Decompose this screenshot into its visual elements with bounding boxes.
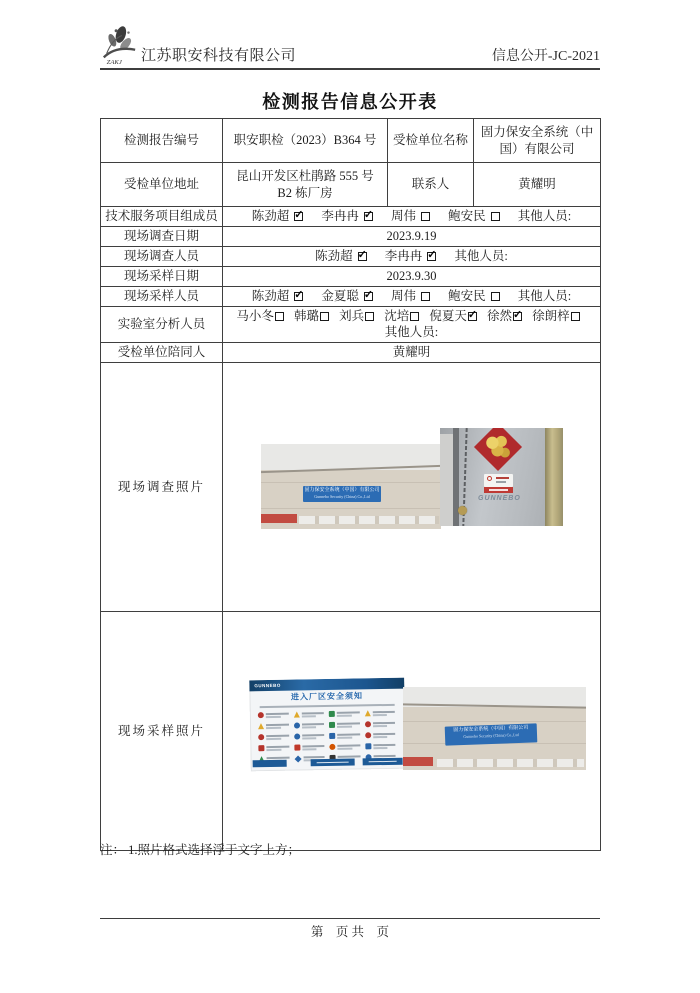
no-smoking-sign <box>484 474 513 487</box>
safety-icon <box>258 712 289 720</box>
survey-photo-area <box>225 364 598 610</box>
facade-company-sign <box>445 724 538 746</box>
report-no-value: 职安职检（2023）B364 号 <box>223 119 388 163</box>
door-side-panel <box>440 434 453 526</box>
survey-date-value: 2023.9.19 <box>223 227 601 247</box>
door-knob <box>458 506 467 515</box>
row-survey-photos <box>101 363 601 612</box>
red-banner <box>403 757 433 766</box>
safety-icon <box>364 710 395 718</box>
checkbox <box>468 312 477 321</box>
survey-photo-door <box>440 428 563 526</box>
sampling-date-value: 2023.9.30 <box>223 266 601 286</box>
checkbox <box>320 312 329 321</box>
checkbox <box>491 212 500 221</box>
safety-icon <box>258 734 289 742</box>
brand <box>100 24 296 66</box>
newyear-diamond-decoration <box>474 428 522 471</box>
member: 沈培 <box>384 309 419 323</box>
report-table <box>100 118 601 851</box>
checkbox <box>427 252 436 261</box>
addr-line2: B2 栋厂房 <box>277 185 333 200</box>
sign-text-line <box>496 477 509 479</box>
checkbox <box>571 312 580 321</box>
member: 陈劲超 ✓ <box>315 249 367 263</box>
member: 金夏聪 ✓ <box>321 289 373 303</box>
other-label: 其他人员: <box>454 248 508 263</box>
member: 鲍安民 <box>448 289 500 303</box>
wall-seam <box>403 721 586 722</box>
row-report-no <box>101 119 601 163</box>
lab-staff-members <box>223 306 601 343</box>
row-survey-staff <box>101 246 601 266</box>
gunnebo-logo-text: GUNNEBO <box>478 495 521 503</box>
checkbox <box>365 312 374 321</box>
member: 周伟 <box>391 209 430 223</box>
addr-line1: 昆山开发区杜鹃路 555 号 <box>236 168 374 183</box>
logo-zakj-text: ZAKJ <box>106 58 122 66</box>
checkbox <box>421 212 430 221</box>
checkbox <box>421 292 430 301</box>
company-logo <box>100 24 138 66</box>
checkbox <box>491 292 500 301</box>
page-footer <box>100 918 600 940</box>
facade-company-sign <box>303 486 381 502</box>
doc-number: 信息公开-JC-2021 <box>491 49 600 64</box>
row-sampling-staff <box>101 286 601 306</box>
sampling-staff-label: 现场采样人员 <box>101 286 223 306</box>
survey-staff-members <box>223 246 601 266</box>
checkbox <box>294 292 303 301</box>
safety-icon <box>294 744 325 752</box>
sampling-photo-safety-board <box>249 678 406 772</box>
checkbox <box>513 312 522 321</box>
member: 徐然✓ <box>487 309 522 323</box>
member: 徐朗梓 <box>532 309 580 323</box>
sign-line1: 固力保安全系统（中国）有限公司 <box>304 488 380 494</box>
tech-team-label: 技术服务项目组成员 <box>101 207 223 227</box>
survey-photo-facade <box>261 444 441 529</box>
page-number-text: 第 页 共 页 <box>310 925 390 939</box>
safety-icon <box>365 743 396 751</box>
no-smoking-red-bar <box>484 487 513 493</box>
page-title: 检测报告信息公开表 <box>262 92 438 112</box>
member: 周伟 <box>391 289 430 303</box>
safety-icon <box>258 723 289 731</box>
safety-icon <box>293 711 324 719</box>
checkbox <box>410 312 419 321</box>
survey-photo-cell <box>223 363 601 612</box>
safety-icon <box>258 745 289 753</box>
sampling-photo-facade <box>403 687 586 770</box>
sampling-date-label: 现场采样日期 <box>101 266 223 286</box>
safety-icon <box>329 722 360 730</box>
other-label: 其他人员: <box>517 209 572 224</box>
sampling-photo-cell <box>223 612 601 851</box>
safety-icon <box>293 722 324 730</box>
member: 鲍安民 <box>448 209 500 223</box>
board-bottom-bar <box>311 759 355 767</box>
safety-icon <box>329 711 360 719</box>
other-label: 其他人员: <box>517 288 572 303</box>
escort-value: 黄耀明 <box>223 343 601 363</box>
small-signs-row <box>299 516 439 524</box>
member: 李冉冉 ✓ <box>321 209 373 223</box>
sign-line1: 固力保安全系统（中国）有限公司 <box>453 725 529 734</box>
footnote: 注： 1.照片格式选择浮于文字上方； <box>100 843 301 857</box>
tech-team-members <box>223 207 601 227</box>
checkbox <box>364 292 373 301</box>
safety-icon <box>294 733 325 741</box>
board-title: 进入厂区安全须知 <box>290 691 364 702</box>
row-unit-addr <box>101 163 601 207</box>
report-no-label: 检测报告编号 <box>101 119 223 163</box>
safety-icon <box>365 732 396 740</box>
member: 陈劲超 ✓ <box>252 289 304 303</box>
member: 刘兵 <box>339 309 374 323</box>
sampling-photo-label: 现场采样照片 <box>101 612 223 851</box>
safety-icon <box>329 744 360 752</box>
escort-label: 受检单位陪同人 <box>101 343 223 363</box>
row-lab-staff <box>101 306 601 343</box>
sampling-photo-area <box>225 613 598 849</box>
sign-line2: Gunnebo Security (China) Co.,Ltd <box>314 494 370 500</box>
row-sampling-date <box>101 266 601 286</box>
unit-addr-value <box>223 163 388 207</box>
sign-text-line <box>496 481 506 483</box>
sign-line2: Gunnebo Security (China) Co.,Ltd <box>463 732 519 740</box>
board-bottom-bar <box>253 760 287 768</box>
page-header <box>100 24 600 70</box>
gold-pattern <box>484 433 512 461</box>
lab-staff-line2: 其他人员: <box>384 325 439 340</box>
door-right-trim <box>545 428 563 526</box>
small-signs-row <box>437 759 584 767</box>
lab-staff-label: 实验室分析人员 <box>101 306 223 343</box>
member: 韩璐 <box>294 309 329 323</box>
checkbox <box>358 252 367 261</box>
checkbox <box>364 212 373 221</box>
survey-date-label: 现场调查日期 <box>101 227 223 247</box>
no-smoking-icon <box>487 476 492 481</box>
company-name: 江苏职安科技有限公司 <box>141 48 297 64</box>
safety-icon <box>329 733 360 741</box>
unit-name-value: 固力保安全系统（中国）有限公司 <box>474 119 601 163</box>
safety-icon <box>364 721 395 729</box>
member: 马小冬 <box>236 309 284 323</box>
unit-addr-label: 受检单位地址 <box>101 163 223 207</box>
board-header-band <box>249 678 404 692</box>
checkbox <box>294 212 303 221</box>
row-tech-team <box>101 207 601 227</box>
member: 倪夏天 ✓ <box>429 309 477 323</box>
sampling-staff-members <box>223 286 601 306</box>
member: 陈劲超 ✓ <box>252 209 304 223</box>
row-escort <box>101 343 601 363</box>
board-paragraph-line <box>260 704 395 708</box>
board-bottom-bar <box>363 758 403 766</box>
wall-seam <box>261 482 441 483</box>
safety-board-grid <box>258 710 396 763</box>
contact-label: 联系人 <box>388 163 474 207</box>
contact-value: 黄耀明 <box>474 163 601 207</box>
lab-staff-line1 <box>225 308 598 325</box>
checkbox <box>275 312 284 321</box>
row-sampling-photos <box>101 612 601 851</box>
member: 李冉冉 ✓ <box>385 249 437 263</box>
row-survey-date <box>101 227 601 247</box>
red-banner <box>261 514 297 523</box>
survey-staff-label: 现场调查人员 <box>101 246 223 266</box>
unit-name-label: 受检单位名称 <box>388 119 474 163</box>
wall-seam <box>261 508 441 509</box>
survey-photo-label: 现场调查照片 <box>101 363 223 612</box>
board-gunnebo-logo: GUNNEBO <box>254 682 281 689</box>
